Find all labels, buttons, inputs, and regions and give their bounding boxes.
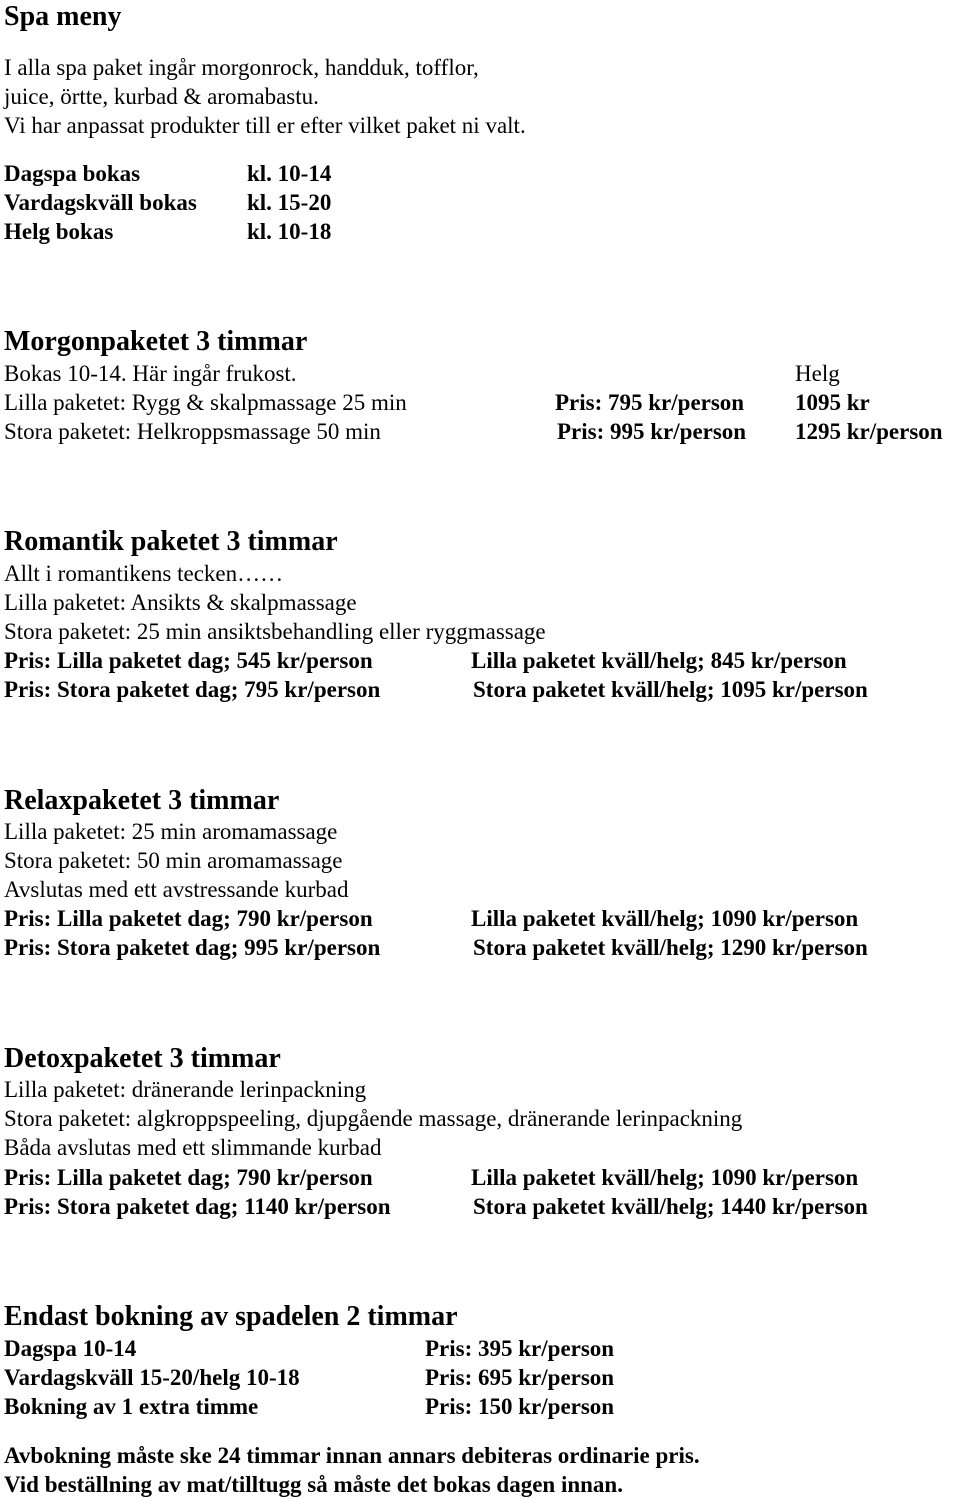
- spadel-label: Bokning av 1 extra timme: [4, 1394, 259, 1419]
- romantik-line: Lilla paketet: Ansikts & skalpmassage: [4, 590, 357, 615]
- footer-note: Vid beställning av mat/tilltugg så måste det bokas dagen innan.: [4, 1472, 623, 1497]
- morgon-row-helg: 1295 kr/person: [795, 419, 943, 444]
- section-heading-morgon: Morgonpaketet 3 timmar: [4, 326, 308, 357]
- relax-line: Avslutas med ett avstressande kurbad: [4, 877, 349, 902]
- relax-price-evening: Lilla paketet kväll/helg; 1090 kr/person: [471, 906, 859, 931]
- spadel-label: Vardagskväll 15-20/helg 10-18: [4, 1365, 300, 1390]
- morgon-row-desc: Stora paketet: Helkroppsmassage 50 min: [4, 419, 381, 444]
- section-heading-detox: Detoxpaketet 3 timmar: [4, 1043, 281, 1074]
- section-heading-relax: Relaxpaketet 3 timmar: [4, 785, 280, 816]
- romantik-line: Allt i romantikens tecken……: [4, 561, 284, 586]
- morgon-row-price: Pris: 995 kr/person: [557, 419, 747, 444]
- spadel-price: Pris: 150 kr/person: [425, 1394, 615, 1419]
- hours-label: Vardagskväll bokas: [4, 190, 197, 215]
- detox-line: Båda avslutas med ett slimmande kurbad: [4, 1135, 382, 1160]
- relax-line: Stora paketet: 50 min aromamassage: [4, 848, 343, 873]
- section-heading-romantik: Romantik paketet 3 timmar: [4, 526, 338, 557]
- romantik-price-evening: Lilla paketet kväll/helg; 845 kr/person: [471, 648, 847, 673]
- detox-price-day: Pris: Lilla paketet dag; 790 kr/person: [4, 1165, 373, 1190]
- section-heading-spadel: Endast bokning av spadelen 2 timmar: [4, 1301, 458, 1332]
- relax-price-day: Pris: Stora paketet dag; 995 kr/person: [4, 935, 381, 960]
- hours-label: Dagspa bokas: [4, 161, 141, 186]
- detox-line: Stora paketet: algkroppspeeling, djupgående massage, dränerande lerinpackning: [4, 1106, 743, 1131]
- romantik-price-day: Pris: Stora paketet dag; 795 kr/person: [4, 677, 381, 702]
- detox-price-evening: Lilla paketet kväll/helg; 1090 kr/person: [471, 1165, 859, 1190]
- page-title: Spa meny: [4, 1, 122, 32]
- spadel-label: Dagspa 10-14: [4, 1336, 137, 1361]
- intro-line: I alla spa paket ingår morgonrock, handduk, tofflor,: [4, 55, 479, 80]
- romantik-line: Stora paketet: 25 min ansiktsbehandling eller ryggmassage: [4, 619, 546, 644]
- detox-line: Lilla paketet: dränerande lerinpackning: [4, 1077, 367, 1102]
- morgon-row-price: Pris: 795 kr/person: [555, 390, 745, 415]
- intro-line: juice, örtte, kurbad & aromabastu.: [4, 84, 319, 109]
- romantik-price-evening: Stora paketet kväll/helg; 1095 kr/person: [473, 677, 868, 702]
- morgon-row-desc: Lilla paketet: Rygg & skalpmassage 25 min: [4, 390, 407, 415]
- spadel-price: Pris: 395 kr/person: [425, 1336, 615, 1361]
- footer-note: Avbokning måste ske 24 timmar innan annars debiteras ordinarie pris.: [4, 1443, 700, 1468]
- morgon-row-helg: 1095 kr: [795, 390, 870, 415]
- hours-time: kl. 10-18: [247, 219, 332, 244]
- romantik-price-day: Pris: Lilla paketet dag; 545 kr/person: [4, 648, 373, 673]
- relax-line: Lilla paketet: 25 min aromamassage: [4, 819, 338, 844]
- morgon-helg-label: Helg: [795, 361, 840, 386]
- hours-time: kl. 10-14: [247, 161, 332, 186]
- hours-time: kl. 15-20: [247, 190, 332, 215]
- morgon-info: Bokas 10-14. Här ingår frukost.: [4, 361, 297, 386]
- spadel-price: Pris: 695 kr/person: [425, 1365, 615, 1390]
- intro-line: Vi har anpassat produkter till er efter vilket paket ni valt.: [4, 113, 526, 138]
- relax-price-day: Pris: Lilla paketet dag; 790 kr/person: [4, 906, 373, 931]
- detox-price-evening: Stora paketet kväll/helg; 1440 kr/person: [473, 1194, 868, 1219]
- detox-price-day: Pris: Stora paketet dag; 1140 kr/person: [4, 1194, 391, 1219]
- hours-label: Helg bokas: [4, 219, 114, 244]
- relax-price-evening: Stora paketet kväll/helg; 1290 kr/person: [473, 935, 868, 960]
